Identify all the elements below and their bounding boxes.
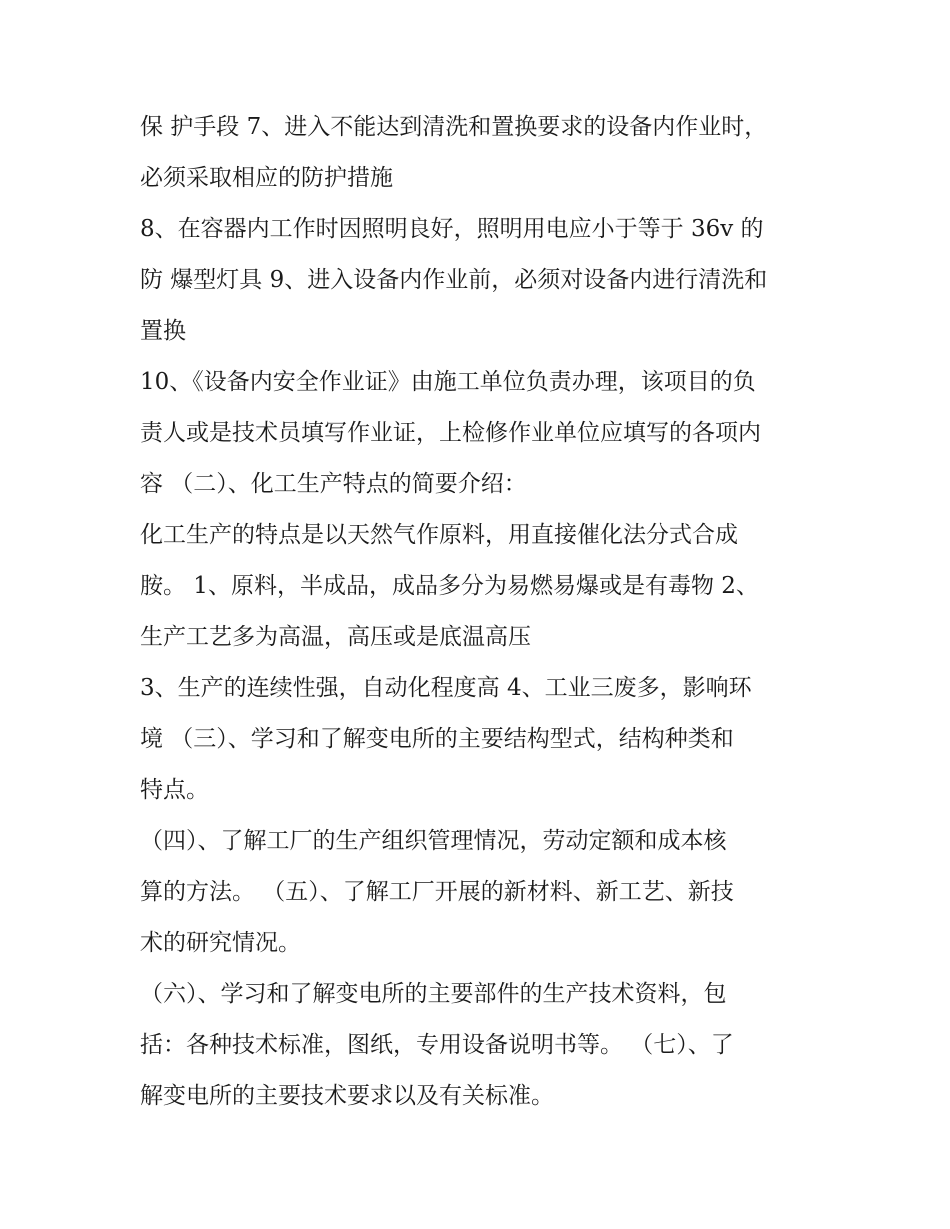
text-line: 10、《设备内安全作业证》由施工单位负责办理，该项目的负 — [140, 369, 756, 395]
text-line: 容 （二）、化工生产特点的简要介绍： — [140, 471, 527, 497]
text-line: 责人或是技术员填写作业证，上检修作业单位应填写的各项内 — [140, 420, 761, 446]
text-line: 生产工艺多为高温，高压或是底温高压 — [140, 624, 531, 650]
document-body — [140, 102, 830, 1122]
text-line: 化工生产的特点是以天然气作原料，用直接催化法分式合成 — [140, 522, 738, 548]
text-line: 算的方法。 （五）、了解工厂开展的新材料、新工艺、新技 — [140, 879, 734, 905]
text-line: 胺。 1、原料，半成品，成品多分为易燃易爆或是有毒物 2、 — [140, 573, 759, 599]
text-line: 3、生产的连续性强，自动化程度高 4、工业三废多，影响环 — [140, 675, 752, 701]
text-line: 必须采取相应的防护措施 — [140, 165, 393, 191]
text-line: （六）、学习和了解变电所的主要部件的生产技术资料，包 — [140, 981, 727, 1007]
text-line: 境 （三）、学习和了解变电所的主要结构型式，结构种类和 — [140, 726, 734, 752]
text-line: 解变电所的主要技术要求以及有关标准。 — [140, 1083, 554, 1109]
text-line: （四）、了解工厂的生产组织管理情况，劳动定额和成本核 — [140, 828, 727, 854]
text-line: 置换 — [140, 318, 186, 344]
text-line: 保 护手段 7、进入不能达到清洗和置换要求的设备内作业时， — [140, 114, 768, 140]
text-line: 8、在容器内工作时因照明良好，照明用电应小于等于 36v 的 — [140, 216, 764, 242]
text-line: 特点。 — [140, 777, 209, 803]
text-line: 术的研究情况。 — [140, 930, 301, 956]
text-line: 括：各种技术标准，图纸，专用设备说明书等。 （七）、了 — [140, 1032, 734, 1058]
text-line: 防 爆型灯具 9、进入设备内作业前，必须对设备内进行清洗和 — [140, 267, 768, 293]
